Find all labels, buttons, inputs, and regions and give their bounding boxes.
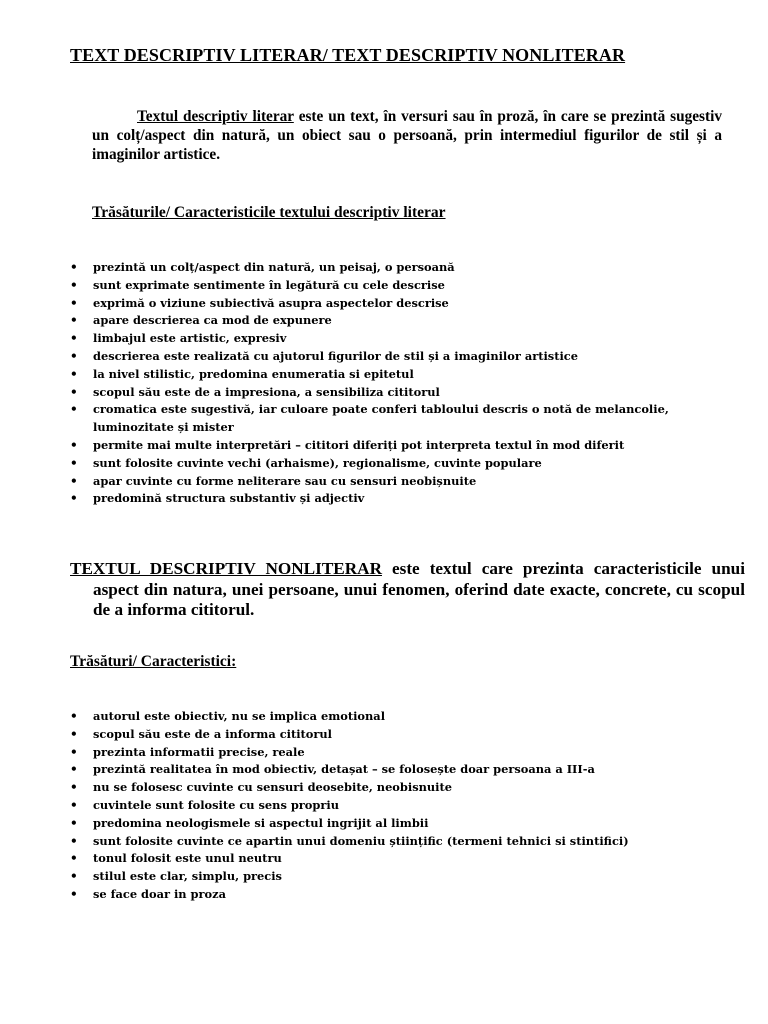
list-item: • la nivel stilistic, predomina enumeratia si epitetul — [70, 366, 710, 384]
list-item: • cromatica este sugestivă, iar culoare poate conferi tabloului descris o notă de melancolie, luminozitate și mister — [70, 401, 710, 437]
list-item: • scopul său este de a informa cititorul — [70, 726, 710, 744]
list-item: • predomina neologismele si aspectul ingrijit al limbii — [70, 815, 710, 833]
list-item: • scopul său este de a impresiona, a sensibiliza cititorul — [70, 384, 710, 402]
list-item: • apare descrierea ca mod de expunere — [70, 312, 710, 330]
list-item: • sunt folosite cuvinte ce apartin unui domeniu științific (termeni tehnici si stintifici) — [70, 833, 710, 851]
list-item: • exprimă o viziune subiectivă asupra aspectelor descrise — [70, 295, 710, 313]
list-item: • limbajul este artistic, expresiv — [70, 330, 710, 348]
page-title: TEXT DESCRIPTIV LITERAR/ TEXT DESCRIPTIV NONLITERAR — [70, 45, 626, 65]
list-item: • tonul folosit este unul neutru — [70, 850, 710, 868]
nonliterary-features-list — [70, 708, 710, 904]
nonliterary-features-heading: Trăsături/ Caracteristici: — [70, 653, 237, 670]
list-item: • prezintă realitatea în mod obiectiv, detașat – se folosește doar persoana a III-a — [70, 761, 710, 779]
list-item: • sunt folosite cuvinte vechi (arhaisme), regionalisme, cuvinte populare — [70, 455, 710, 473]
list-item: • apar cuvinte cu forme neliterare sau cu sensuri neobișnuite — [70, 473, 710, 491]
list-item: • permite mai multe interpretări – cititori diferiți pot interpreta textul în mod diferit — [70, 437, 710, 455]
literary-features-list — [70, 259, 710, 508]
literary-term: Textul descriptiv literar — [137, 108, 294, 125]
list-item: • nu se folosesc cuvinte cu sensuri deosebite, neobisnuite — [70, 779, 710, 797]
list-item: • autorul este obiectiv, nu se implica emotional — [70, 708, 710, 726]
list-item: • cuvintele sunt folosite cu sens propriu — [70, 797, 710, 815]
literary-features-heading: Trăsăturile/ Caracteristicile textului descriptiv literar — [92, 204, 446, 221]
nonliterary-definition-paragraph — [70, 559, 745, 621]
nonliterary-definition-text: este textul care prezinta caracteristicile unui aspect din natura, unei persoane, unui fenomen, oferind date exacte, concrete, cu scopul de a informa cititorul. — [93, 559, 745, 619]
list-item: • descrierea este realizată cu ajutorul figurilor de stil și a imaginilor artistice — [70, 348, 710, 366]
list-item: • se face doar in proza — [70, 886, 710, 904]
literary-definition-paragraph — [92, 107, 722, 164]
list-item: • sunt exprimate sentimente în legătură cu cele descrise — [70, 277, 710, 295]
literary-definition-text: este un text, în versuri sau în proză, în care se prezintă sugestiv un colț/aspect din natură, un obiect sau o persoană, prin intermediul figurilor de stil și a imaginilor artistice. — [92, 108, 722, 163]
list-item: • stilul este clar, simplu, precis — [70, 868, 710, 886]
nonliterary-term: TEXTUL DESCRIPTIV NONLITERAR — [70, 559, 382, 578]
list-item: • prezintă un colț/aspect din natură, un peisaj, o persoană — [70, 259, 710, 277]
list-item: • prezinta informatii precise, reale — [70, 744, 710, 762]
list-item: • predomină structura substantiv și adjectiv — [70, 490, 710, 508]
